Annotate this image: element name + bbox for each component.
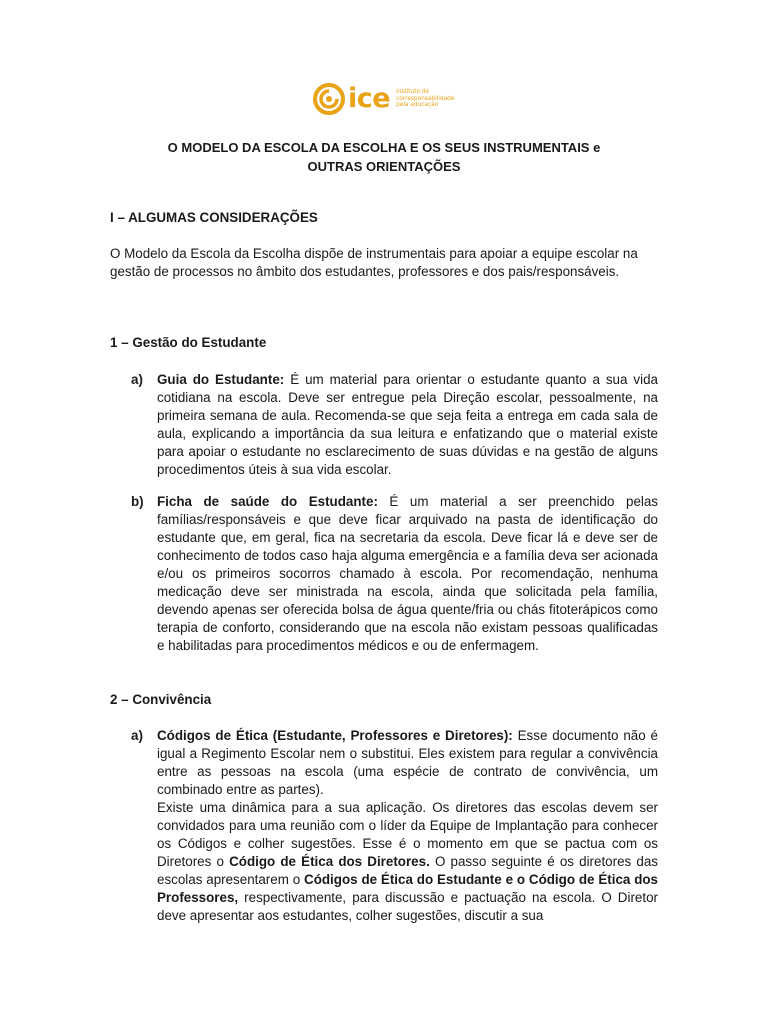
list-item-text [157, 493, 658, 655]
section-heading-considerations: I – ALGUMAS CONSIDERAÇÕES [110, 210, 318, 225]
intro-paragraph [110, 245, 658, 281]
item-bold: Códigos de Ética do Estudante e o Código de Ética dos Professores, [157, 872, 658, 905]
list-item-text [157, 727, 658, 799]
list-marker: a) [131, 728, 143, 743]
document-title [110, 138, 658, 176]
list-marker: b) [131, 494, 144, 509]
item-body: Esse documento não é igual a Regimento Escolar nem o substitui. Eles existem para regular a convivência entre as pessoas na escola (uma espécie de contrato de convivência, um combinado entre as partes). [157, 728, 658, 797]
list-marker: a) [131, 372, 143, 387]
item-label: Guia do Estudante: [157, 372, 285, 387]
ice-logo [312, 82, 468, 116]
title-line-1: O MODELO DA ESCOLA DA ESCOLHA E OS SEUS INSTRUMENTAIS e [167, 140, 601, 155]
list-item-student-guide [131, 371, 658, 479]
section-heading-student-management: 1 – Gestão do Estudante [110, 335, 267, 350]
ice-swirl-icon [312, 82, 346, 116]
section-heading-coexistence: 2 – Convivência [110, 692, 212, 707]
list-item-text [157, 371, 658, 479]
item-body: respectivamente, para discussão e pactuação na escola. O Diretor deve apresentar aos estudantes, colher sugestões, discutir a sua [157, 890, 658, 923]
item-body: É um material a ser preenchido pelas famílias/responsáveis e que deve ficar arquivado na pasta de identificação do estudante que, em geral, fica na secretaria da escola. Deve ficar lá e deve ser de conhecimento de todos caso haja alguma emergência e a família deva ser acionada e/ou os primeiros socorros chamado à escola. Por recomendação, nenhuma medicação deve ser ministrada na escola, ainda que solicitada pela família, devendo apenas ser oferecida bolsa de água quente/fria ou chás fitoterápicos como terapia de conforto, considerando que na escola não existam pessoas qualificadas e habilitadas para procedimentos médicos e ou de enfermagem. [157, 494, 659, 653]
item-label: Ficha de saúde do Estudante: [157, 494, 378, 509]
title-line-2: OUTRAS ORIENTAÇÕES [307, 159, 461, 174]
logo-tagline: instituto de corresponsabilidade pela educação [396, 89, 455, 109]
item-label: Códigos de Ética (Estudante, Professores e Diretores): [157, 728, 513, 743]
item-bold: Código de Ética dos Diretores. [229, 854, 430, 869]
item-body: É um material para orientar o estudante quanto a sua vida cotidiana na escola. Deve ser entregue pela Direção escolar, pessoalmente, na primeira semana de aula. Recomenda-se que seja feita a entrega em cada sala de aula, explicando a importância da sua leitura e enfatizando que o material existe para apoiar o estudante no esclarecimento de suas dúvidas e na gestão de alguns procedimentos úteis à sua vida escolar. [157, 372, 658, 477]
logo-wordmark: ice [348, 83, 391, 114]
item-body: O passo seguinte é os diretores das escolas apresentarem o [157, 854, 658, 887]
item-body: Existe uma dinâmica para a sua aplicação. Os diretores das escolas devem ser convidados para uma reunião com o líder da Equipe de Implantação para conhecer os Códigos e colher sugestões. Esse é o momento em que se pactua com os Diretores o [157, 800, 658, 869]
list-item-ethics-codes [131, 727, 658, 925]
intro-text: O Modelo da Escola da Escolha dispõe de instrumentais para apoiar a equipe escolar na gestão de processos no âmbito dos estudantes, professores e dos pais/responsáveis. [110, 246, 638, 279]
list-item-health-form [131, 493, 658, 655]
list-item-text-continued [157, 799, 658, 925]
